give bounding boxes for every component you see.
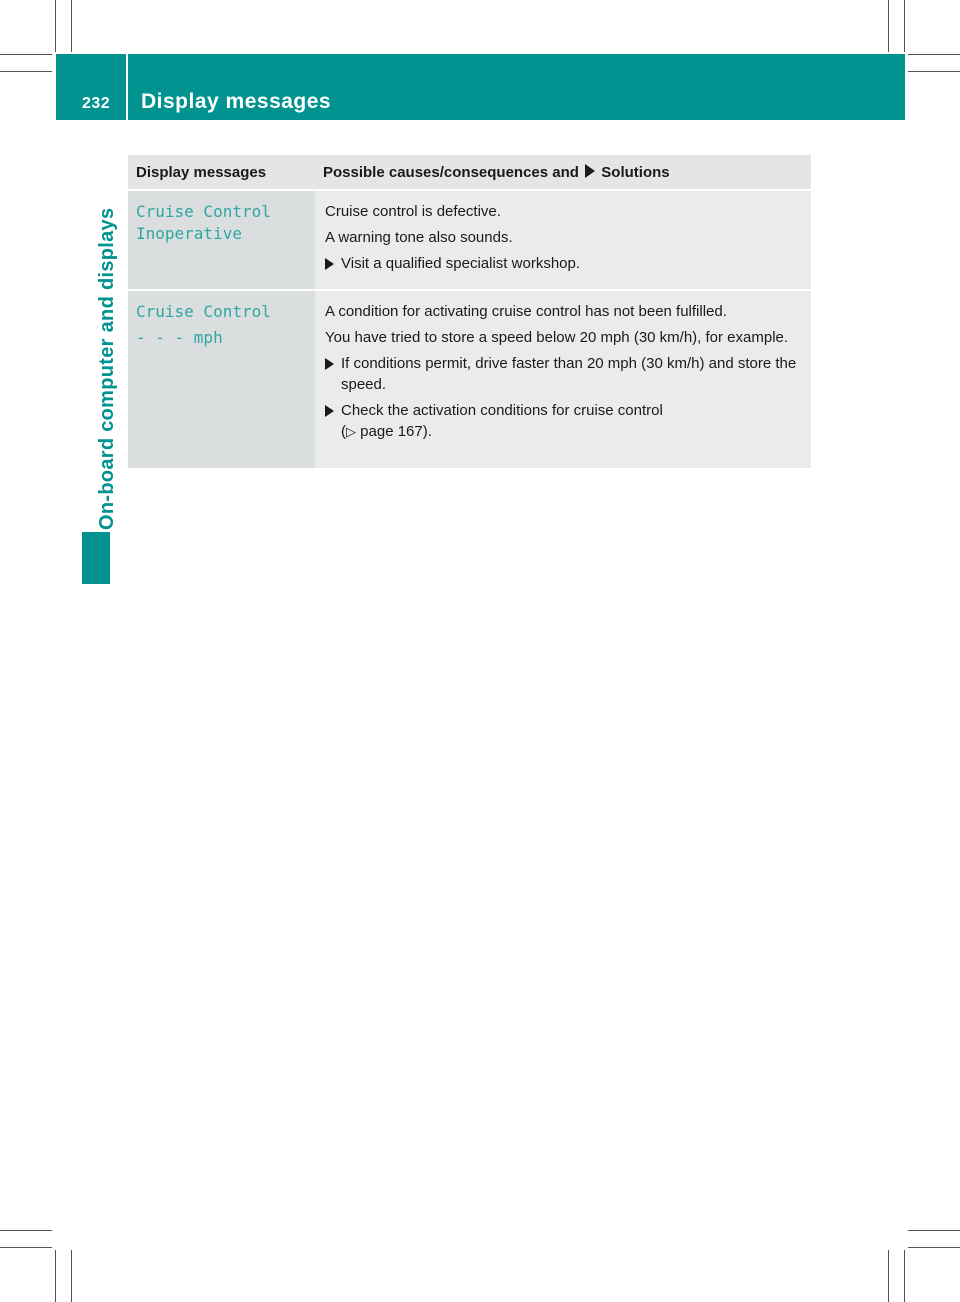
action-step (325, 253, 797, 274)
section-title: Display messages (141, 90, 332, 113)
crop-mark (0, 1247, 52, 1248)
cause-text: Cruise control is defective. (325, 203, 501, 220)
crop-mark (0, 71, 52, 72)
page-reference-text: page 167). (360, 423, 432, 440)
crop-mark (904, 0, 905, 52)
solution-cell (315, 190, 811, 290)
display-message-line: Cruise Control (136, 302, 271, 321)
message-cell (128, 290, 315, 468)
crop-mark (71, 1250, 72, 1302)
cause-text: A warning tone also sounds. (325, 229, 513, 246)
cause-text: You have tried to store a speed below 20 mph (30 km/h), for example. (325, 329, 789, 346)
header-divider (126, 54, 128, 120)
table-row (128, 190, 811, 290)
side-tab-label: On-board computer and displays (96, 207, 118, 530)
page-number: 232 (82, 95, 111, 112)
action-text: Visit a qualified specialist workshop. (341, 255, 581, 272)
page-reference-icon: ▷ (346, 424, 356, 439)
column-header-causes-label: Possible causes/consequences and (323, 163, 579, 181)
message-cell (128, 190, 315, 290)
crop-mark (908, 54, 960, 55)
arrow-right-icon (585, 164, 595, 178)
action-text: If conditions permit, drive faster than 20 mph (30 km/h) and store the speed. (341, 355, 797, 393)
crop-mark (888, 0, 889, 52)
crop-mark (904, 1250, 905, 1302)
display-messages-table (128, 155, 811, 468)
action-text: Check the activation conditions for cruise control (341, 402, 663, 419)
action-arrow-icon (325, 358, 334, 370)
crop-mark (55, 0, 56, 52)
side-tab-marker (82, 532, 110, 584)
column-header-solutions-label: Solutions (601, 163, 670, 181)
display-message-line: Inoperative (136, 224, 242, 243)
cause-text: A condition for activating cruise control has not been fulfilled. (325, 303, 727, 320)
crop-mark (0, 1230, 52, 1231)
table-row (128, 290, 811, 468)
column-header-solutions (315, 155, 811, 190)
column-header-display-messages: Display messages (128, 155, 315, 190)
crop-mark (908, 1230, 960, 1231)
crop-mark (55, 1250, 56, 1302)
action-arrow-icon (325, 258, 334, 270)
action-arrow-icon (325, 405, 334, 417)
crop-mark (888, 1250, 889, 1302)
action-step (325, 353, 797, 395)
crop-mark (0, 54, 52, 55)
crop-mark (908, 71, 960, 72)
crop-mark (71, 0, 72, 52)
solution-cell (315, 290, 811, 468)
table-header-row (128, 155, 811, 190)
page-reference[interactable]: (▷ page 167). (341, 423, 432, 440)
display-message-line: - - - mph (136, 328, 223, 347)
crop-mark (908, 1247, 960, 1248)
action-step (325, 400, 797, 442)
display-message-line: Cruise Control (136, 202, 271, 221)
